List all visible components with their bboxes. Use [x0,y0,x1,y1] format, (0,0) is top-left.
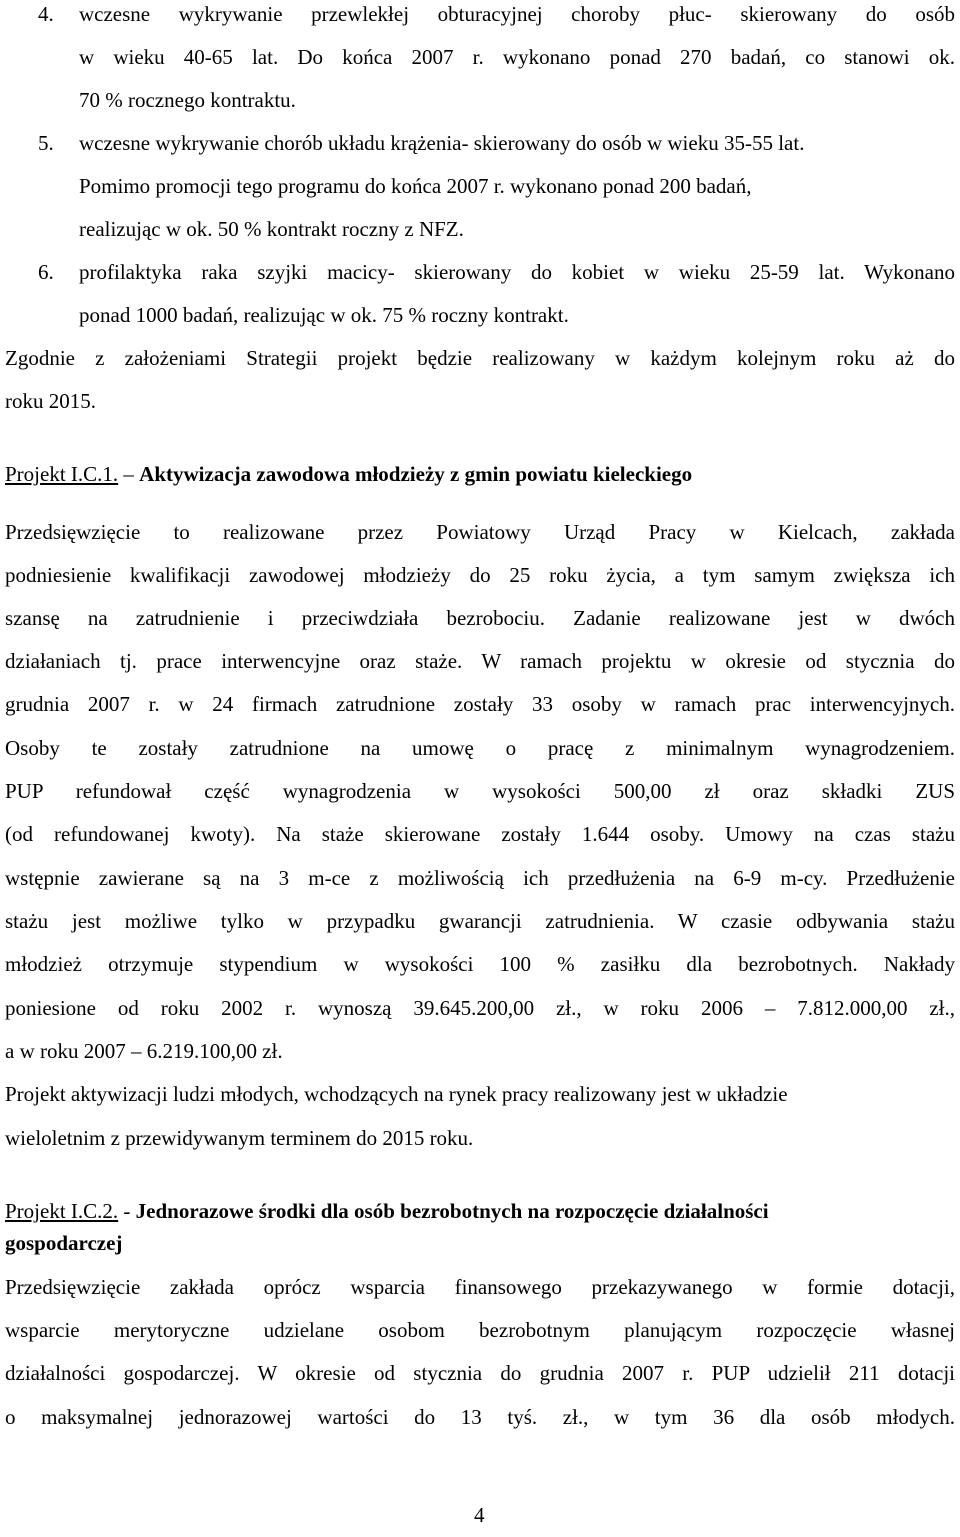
project-title-continued: gospodarczej [5,1231,123,1255]
section-heading [5,462,692,487]
project-title: Aktywizacja zawodowa młodzieży z gmin powiatu kieleckiego [139,462,693,486]
text-line: działaniach tj. prace interwencyjne oraz staże. W ramach projektu w okresie od stycznia do [5,649,955,673]
text-line: (od refundowanej kwoty). Na staże skierowane zostały 1.644 osoby. Umowy na czas stażu [5,822,955,846]
heading-dash: – [118,462,140,486]
text-line: młodzież otrzymuje stypendium w wysokości 100 % zasiłku dla bezrobotnych. Nakłady [5,952,955,976]
text-line: szansę na zatrudnienie i przeciwdziała bezrobociu. Zadanie realizowane jest w dwóch [5,606,955,630]
text-line: o maksymalnej jednorazowej wartości do 13 tyś. zł., w tym 36 dla osób młodych. [5,1405,955,1429]
text-line: poniesione od roku 2002 r. wynoszą 39.645.200,00 zł., w roku 2006 – 7.812.000,00 zł., [5,996,955,1020]
text-line: stażu jest możliwe tylko w przypadku gwarancji zatrudnienia. W czasie odbywania stażu [5,909,955,933]
text-line: Przedsięwzięcie to realizowane przez Powiatowy Urząd Pracy w Kielcach, zakłada [5,520,955,544]
text-line: wczesne wykrywanie przewlekłej obturacyjnej choroby płuc- skierowany do osób [79,2,955,26]
text-line: a w roku 2007 – 6.219.100,00 zł. [5,1039,283,1063]
text-line: wsparcie merytoryczne udzielane osobom bezrobotnym planującym rozpoczęcie własnej [5,1318,955,1342]
text-line: wieloletnim z przewidywanym terminem do 2015 roku. [5,1126,474,1150]
text-line: realizując w ok. 50 % kontrakt roczny z NFZ. [79,217,464,241]
text-line: Pomimo promocji tego programu do końca 2007 r. wykonano ponad 200 badań, [79,174,752,198]
text-line: wczesne wykrywanie chorób układu krążenia- skierowany do osób w wieku 35-55 lat. [79,131,805,155]
list-number: 4. [38,2,54,26]
list-number: 5. [38,131,54,155]
text-line: działalności gospodarczej. W okresie od stycznia do grudnia 2007 r. PUP udzielił 211 dotacji [5,1361,955,1385]
text-line: profilaktyka raka szyjki macicy- skierowany do kobiet w wieku 25-59 lat. Wykonano [79,260,955,284]
list-number: 6. [38,260,54,284]
section-heading [5,1199,769,1224]
text-line: Osoby te zostały zatrudnione na umowę o pracę z minimalnym wynagrodzeniem. [5,736,955,760]
text-line: w wieku 40-65 lat. Do końca 2007 r. wykonano ponad 270 badań, co stanowi ok. [79,45,955,69]
text-line: Przedsięwzięcie zakłada oprócz wsparcia finansowego przekazywanego w formie dotacji, [5,1275,955,1299]
page-number: 4 [474,1503,485,1527]
project-ref: Projekt I.C.1. [5,462,119,486]
text-line: ponad 1000 badań, realizując w ok. 75 % roczny kontrakt. [79,303,569,327]
text-line: PUP refundował część wynagrodzenia w wysokości 500,00 zł oraz składki ZUS [5,779,955,803]
text-line: roku 2015. [5,389,96,413]
text-line: grudnia 2007 r. w 24 firmach zatrudnione zostały 33 osoby w ramach prac interwencyjnych. [5,692,955,716]
text-line: 70 % rocznego kontraktu. [79,88,296,112]
text-line: podniesienie kwalifikacji zawodowej młodzieży do 25 roku życia, a tym samym zwiększa ich [5,563,955,587]
project-ref: Projekt I.C.2. [5,1199,119,1223]
project-title: Jednorazowe środki dla osób bezrobotnych na rozpoczęcie działalności [135,1199,769,1223]
heading-dash: - [118,1199,136,1223]
text-line: Projekt aktywizacji ludzi młodych, wchodzących na rynek pracy realizowany jest w układzie [5,1082,788,1106]
text-line: wstępnie zawierane są na 3 m-ce z możliwością ich przedłużenia na 6-9 m-cy. Przedłużenie [5,866,955,890]
text-line: Zgodnie z założeniami Strategii projekt będzie realizowany w każdym kolejnym roku aż do [5,346,955,370]
